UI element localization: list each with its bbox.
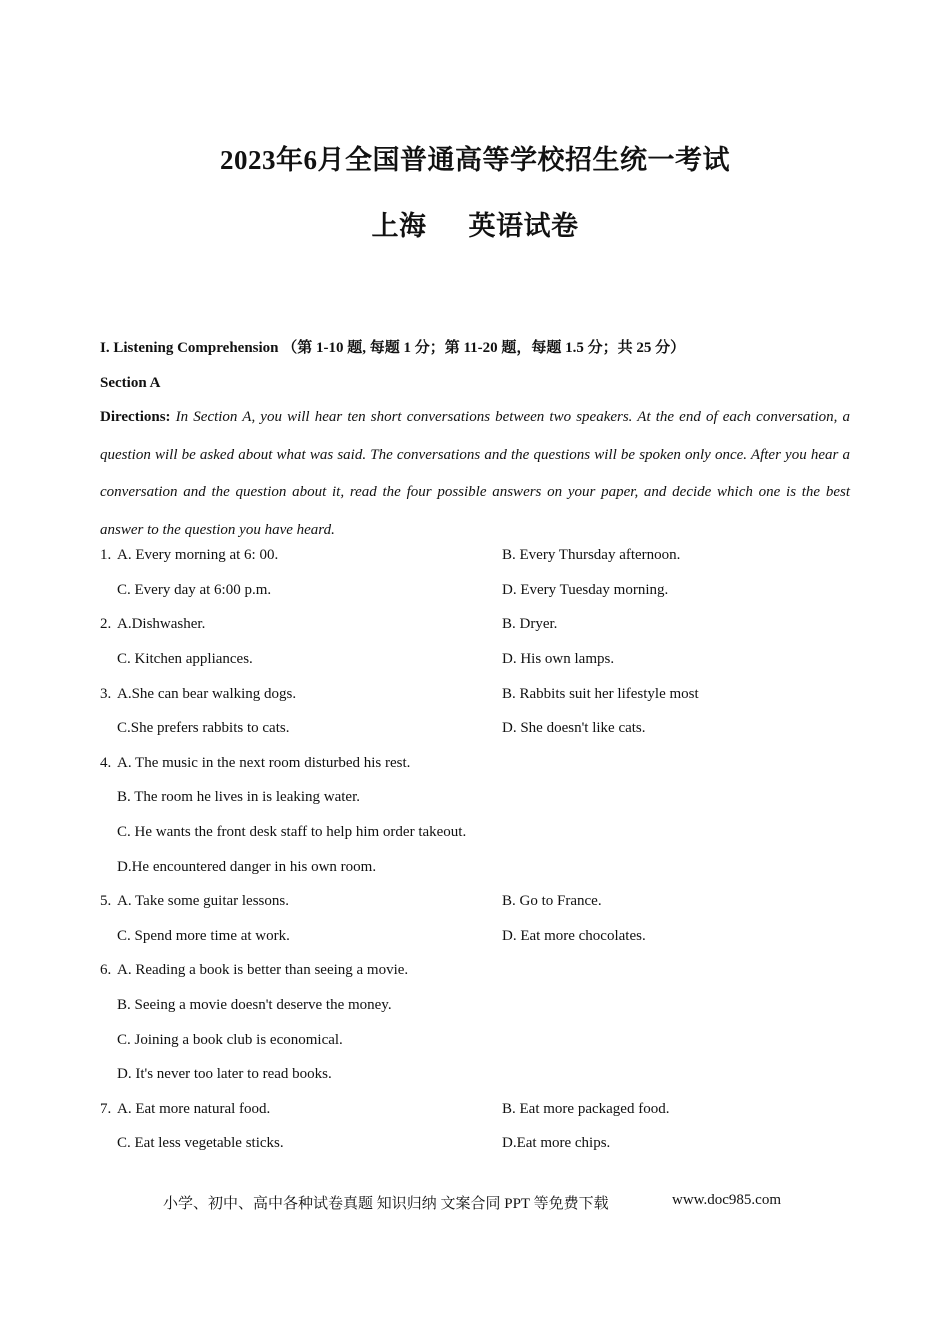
question-number: 5.	[100, 893, 112, 910]
option-b: B. Every Thursday afternoon.	[502, 547, 681, 564]
question-number: 3.	[100, 685, 112, 702]
option-a: A.She can bear walking dogs.	[117, 685, 297, 702]
question-number: 4.	[100, 754, 112, 771]
option-a: A. The music in the next room disturbed his rest.	[117, 754, 411, 771]
question-2-row-1	[100, 614, 850, 649]
option-c: C.She prefers rabbits to cats.	[117, 720, 290, 737]
option-d: D. Eat more chocolates.	[502, 927, 646, 944]
question-4-row-2	[100, 787, 850, 822]
section-heading	[100, 338, 850, 373]
question-number: 1.	[100, 547, 112, 564]
option-c: C. He wants the front desk staff to help him order takeout.	[117, 823, 467, 840]
question-number: 7.	[100, 1100, 112, 1117]
directions-text: In Section A, you will hear ten short conversations between two speakers. At the end of each conversation, a question will be asked about what was said. The conversations and the questions will be spoken only once. After you hear a conversation and the question about it, read the four possible answers on your paper, and decide which one is the best answer to the question you have heard.	[100, 409, 851, 538]
option-b: B. Seeing a movie doesn't deserve the money.	[117, 996, 392, 1013]
option-a: A. Reading a book is better than seeing a movie.	[117, 962, 409, 979]
section-a-title: Section A	[100, 374, 161, 391]
footer-text: 小学、初中、高中各种试卷真题 知识归纳 文案合同 PPT 等免费下载	[163, 1196, 609, 1212]
option-a: A.Dishwasher.	[117, 616, 206, 633]
option-c: C. Spend more time at work.	[117, 927, 290, 944]
option-c: C. Joining a book club is economical.	[117, 1031, 343, 1048]
question-3-row-1	[100, 684, 850, 719]
question-6-row-2	[100, 995, 850, 1030]
exam-subject: 英语试卷	[468, 211, 579, 241]
option-c: C. Every day at 6:00 p.m.	[117, 581, 272, 598]
question-1-row-1	[100, 545, 850, 580]
option-d: D. It's never too later to read books.	[117, 1066, 332, 1083]
option-b: B. Dryer.	[502, 616, 558, 633]
directions-label: Directions:	[100, 409, 171, 426]
option-a: A. Take some guitar lessons.	[117, 893, 289, 910]
question-6-row-3	[100, 1030, 850, 1065]
question-number: 2.	[100, 616, 112, 633]
option-a: A. Eat more natural food.	[117, 1100, 271, 1117]
section-heading-label: I. Listening Comprehension	[100, 340, 279, 356]
question-4-row-1	[100, 753, 850, 788]
option-d: D.Eat more chips.	[502, 1135, 611, 1152]
exam-subtitle	[0, 213, 950, 240]
question-2-row-2	[100, 649, 850, 684]
option-c: C. Kitchen appliances.	[117, 650, 253, 667]
exam-content	[100, 338, 850, 1168]
option-d: D.He encountered danger in his own room.	[117, 858, 377, 875]
option-b: B. Eat more packaged food.	[502, 1100, 670, 1117]
question-4-row-3	[100, 822, 850, 857]
section-heading-scoring: （第 1-10 题, 每题 1 分；第 11-20 题，每题 1.5 分；共 25 分）	[282, 340, 686, 356]
question-number: 6.	[100, 962, 112, 979]
option-c: C. Eat less vegetable sticks.	[117, 1135, 284, 1152]
footer-url[interactable]: www.doc985.com	[672, 1192, 782, 1208]
option-d: D. She doesn't like cats.	[502, 720, 646, 737]
option-b: B. The room he lives in is leaking water.	[117, 789, 361, 806]
option-b: B. Go to France.	[502, 893, 602, 910]
question-7-row-2	[100, 1133, 850, 1168]
option-d: D. Every Tuesday morning.	[502, 581, 669, 598]
option-d: D. His own lamps.	[502, 650, 615, 667]
option-a: A. Every morning at 6: 00.	[117, 547, 279, 564]
question-3-row-2	[100, 718, 850, 753]
question-5-row-2	[100, 926, 850, 961]
question-1-row-2	[100, 580, 850, 615]
question-6-row-4	[100, 1064, 850, 1099]
directions-paragraph	[100, 399, 850, 549]
question-4-row-4	[100, 857, 850, 892]
question-5-row-1	[100, 891, 850, 926]
option-b: B. Rabbits suit her lifestyle most	[502, 685, 699, 702]
question-7-row-1	[100, 1099, 850, 1134]
question-6-row-1	[100, 960, 850, 995]
exam-region: 上海	[371, 211, 427, 241]
exam-title: 2023年6月全国普通高等学校招生统一考试	[220, 145, 730, 175]
